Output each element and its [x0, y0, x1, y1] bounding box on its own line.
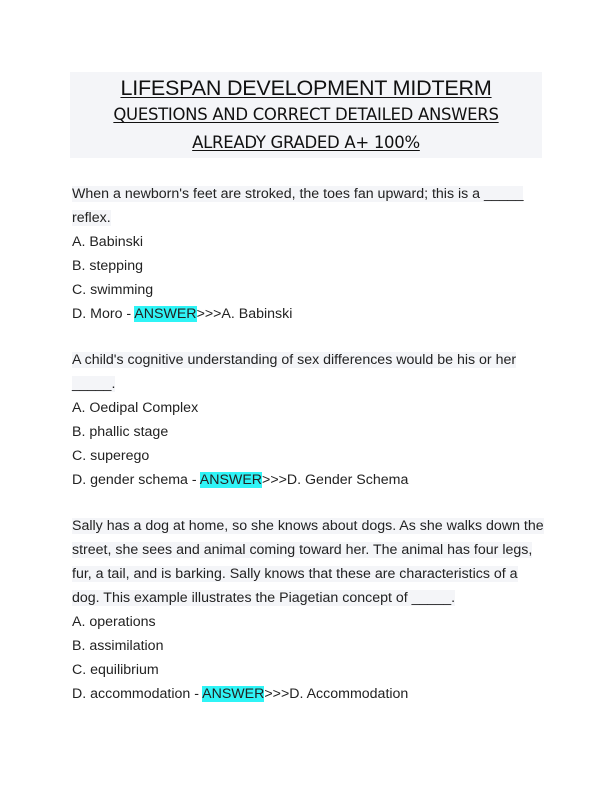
question-1 — [72, 182, 552, 326]
option-d-label: D. accommodation - — [72, 686, 203, 702]
question-line: _____. — [72, 376, 116, 392]
question-line: A child's cognitive understanding of sex differences would be his or her — [72, 352, 517, 368]
answer-highlight: ANSWER — [199, 472, 263, 488]
document-title — [70, 72, 542, 158]
answer-highlight: ANSWER — [202, 686, 265, 702]
option-b: B. assimilation — [72, 638, 164, 654]
answer-value: A. Babinski — [221, 306, 293, 322]
option-a: A. operations — [72, 614, 156, 630]
answer-separator: >>> — [196, 306, 222, 322]
option-b: B. stepping — [72, 258, 143, 274]
question-text — [72, 348, 552, 396]
option-c: C. superego — [72, 448, 150, 464]
title-line-3: ALREADY GRADED A+ 100% — [192, 133, 420, 152]
question-line: Sally has a dog at home, so she knows about dogs. As she walks down the — [72, 518, 544, 534]
title-line-2: QUESTIONS AND CORRECT DETAILED ANSWERS — [113, 105, 499, 124]
option-d-with-answer — [72, 302, 552, 326]
option-d-with-answer — [72, 468, 552, 492]
title-line-1: LIFESPAN DEVELOPMENT MIDTERM — [120, 76, 492, 100]
option-a: A. Oedipal Complex — [72, 400, 199, 416]
question-line: When a newborn's feet are stroked, the toes fan upward; this is a _____ — [72, 186, 524, 202]
question-2 — [72, 348, 552, 492]
answer-highlight: ANSWER — [134, 306, 197, 322]
question-line: street, she sees and animal coming toward her. The animal has four legs, — [72, 542, 533, 558]
question-3 — [72, 514, 552, 706]
option-b: B. phallic stage — [72, 424, 169, 440]
question-text — [72, 182, 552, 230]
option-d-with-answer — [72, 682, 552, 706]
option-a: A. Babinski — [72, 234, 143, 250]
option-c: C. equilibrium — [72, 662, 159, 678]
answer-value: D. Accommodation — [289, 686, 409, 702]
answer-value: D. Gender Schema — [286, 472, 409, 488]
answer-separator: >>> — [262, 472, 287, 488]
answer-separator: >>> — [264, 686, 290, 702]
option-d-label: D. gender schema - — [72, 472, 200, 488]
question-line: reflex. — [72, 210, 111, 226]
question-line: dog. This example illustrates the Piagetian concept of _____. — [72, 590, 456, 606]
questions-list — [72, 182, 552, 728]
question-line: fur, a tail, and is barking. Sally knows that these are characteristics of a — [72, 566, 518, 582]
question-text — [72, 514, 552, 610]
option-d-label: D. Moro - — [72, 306, 135, 322]
option-c: C. swimming — [72, 282, 154, 298]
